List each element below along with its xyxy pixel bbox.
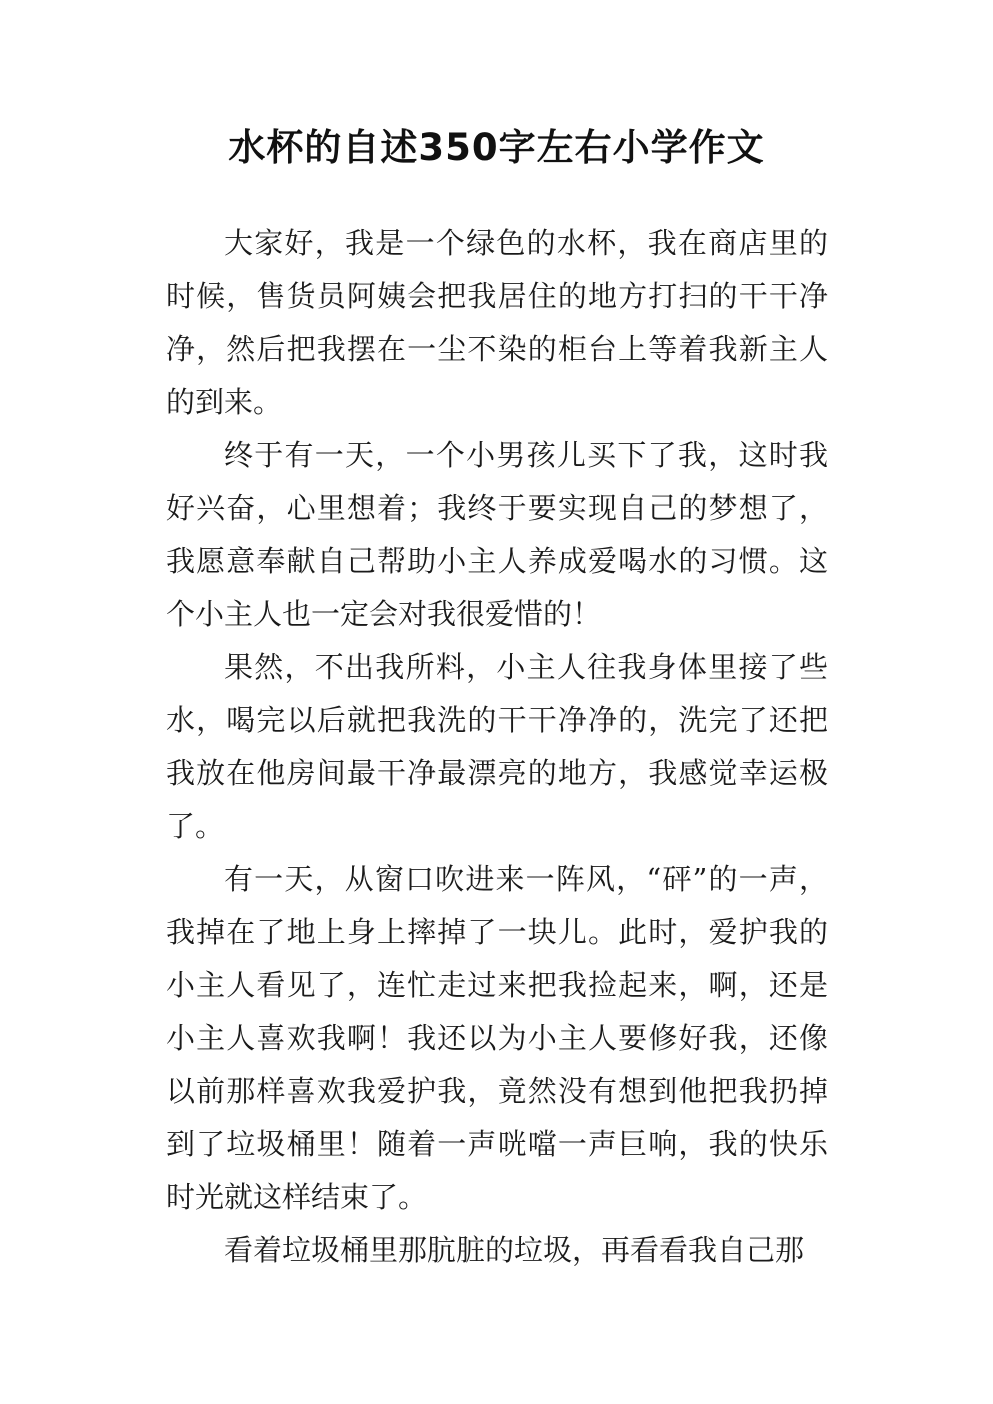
document-body bbox=[166, 217, 828, 1277]
paragraph-5: 看着垃圾桶里那肮脏的垃圾，再看看我自己那 bbox=[224, 1233, 805, 1267]
paragraph-1: 大家好，我是一个绿色的水杯，我在商店里的时候，售货员阿姨会把我居住的地方打扫的干干净净，然后把我摆在一尘不染的柜台上等着我新主人的到来。 bbox=[166, 226, 828, 419]
document-title: 水杯的自述350字左右小学作文 bbox=[228, 126, 765, 169]
paragraph-4: 有一天，从窗口吹进来一阵风，“砰”的一声，我掉在了地上身上摔掉了一块儿。此时，爱护我的小主人看见了，连忙走过来把我捡起来，啊，还是小主人喜欢我啊！我还以为小主人要修好我，还像以前那样喜欢我爱护我，竟然没有想到他把我扔掉到了垃圾桶里！随着一声咣噹一声巨响，我的快乐时光就这样结束了。 bbox=[166, 862, 828, 1214]
paragraph-3: 果然，不出我所料，小主人往我身体里接了些水，喝完以后就把我洗的干干净净的，洗完了还把我放在他房间最干净最漂亮的地方，我感觉幸运极了。 bbox=[166, 650, 828, 843]
paragraph-2: 终于有一天，一个小男孩儿买下了我，这时我好兴奋，心里想着；我终于要实现自己的梦想了，我愿意奉献自己帮助小主人养成爱喝水的习惯。这个小主人也一定会对我很爱惜的！ bbox=[166, 438, 828, 631]
